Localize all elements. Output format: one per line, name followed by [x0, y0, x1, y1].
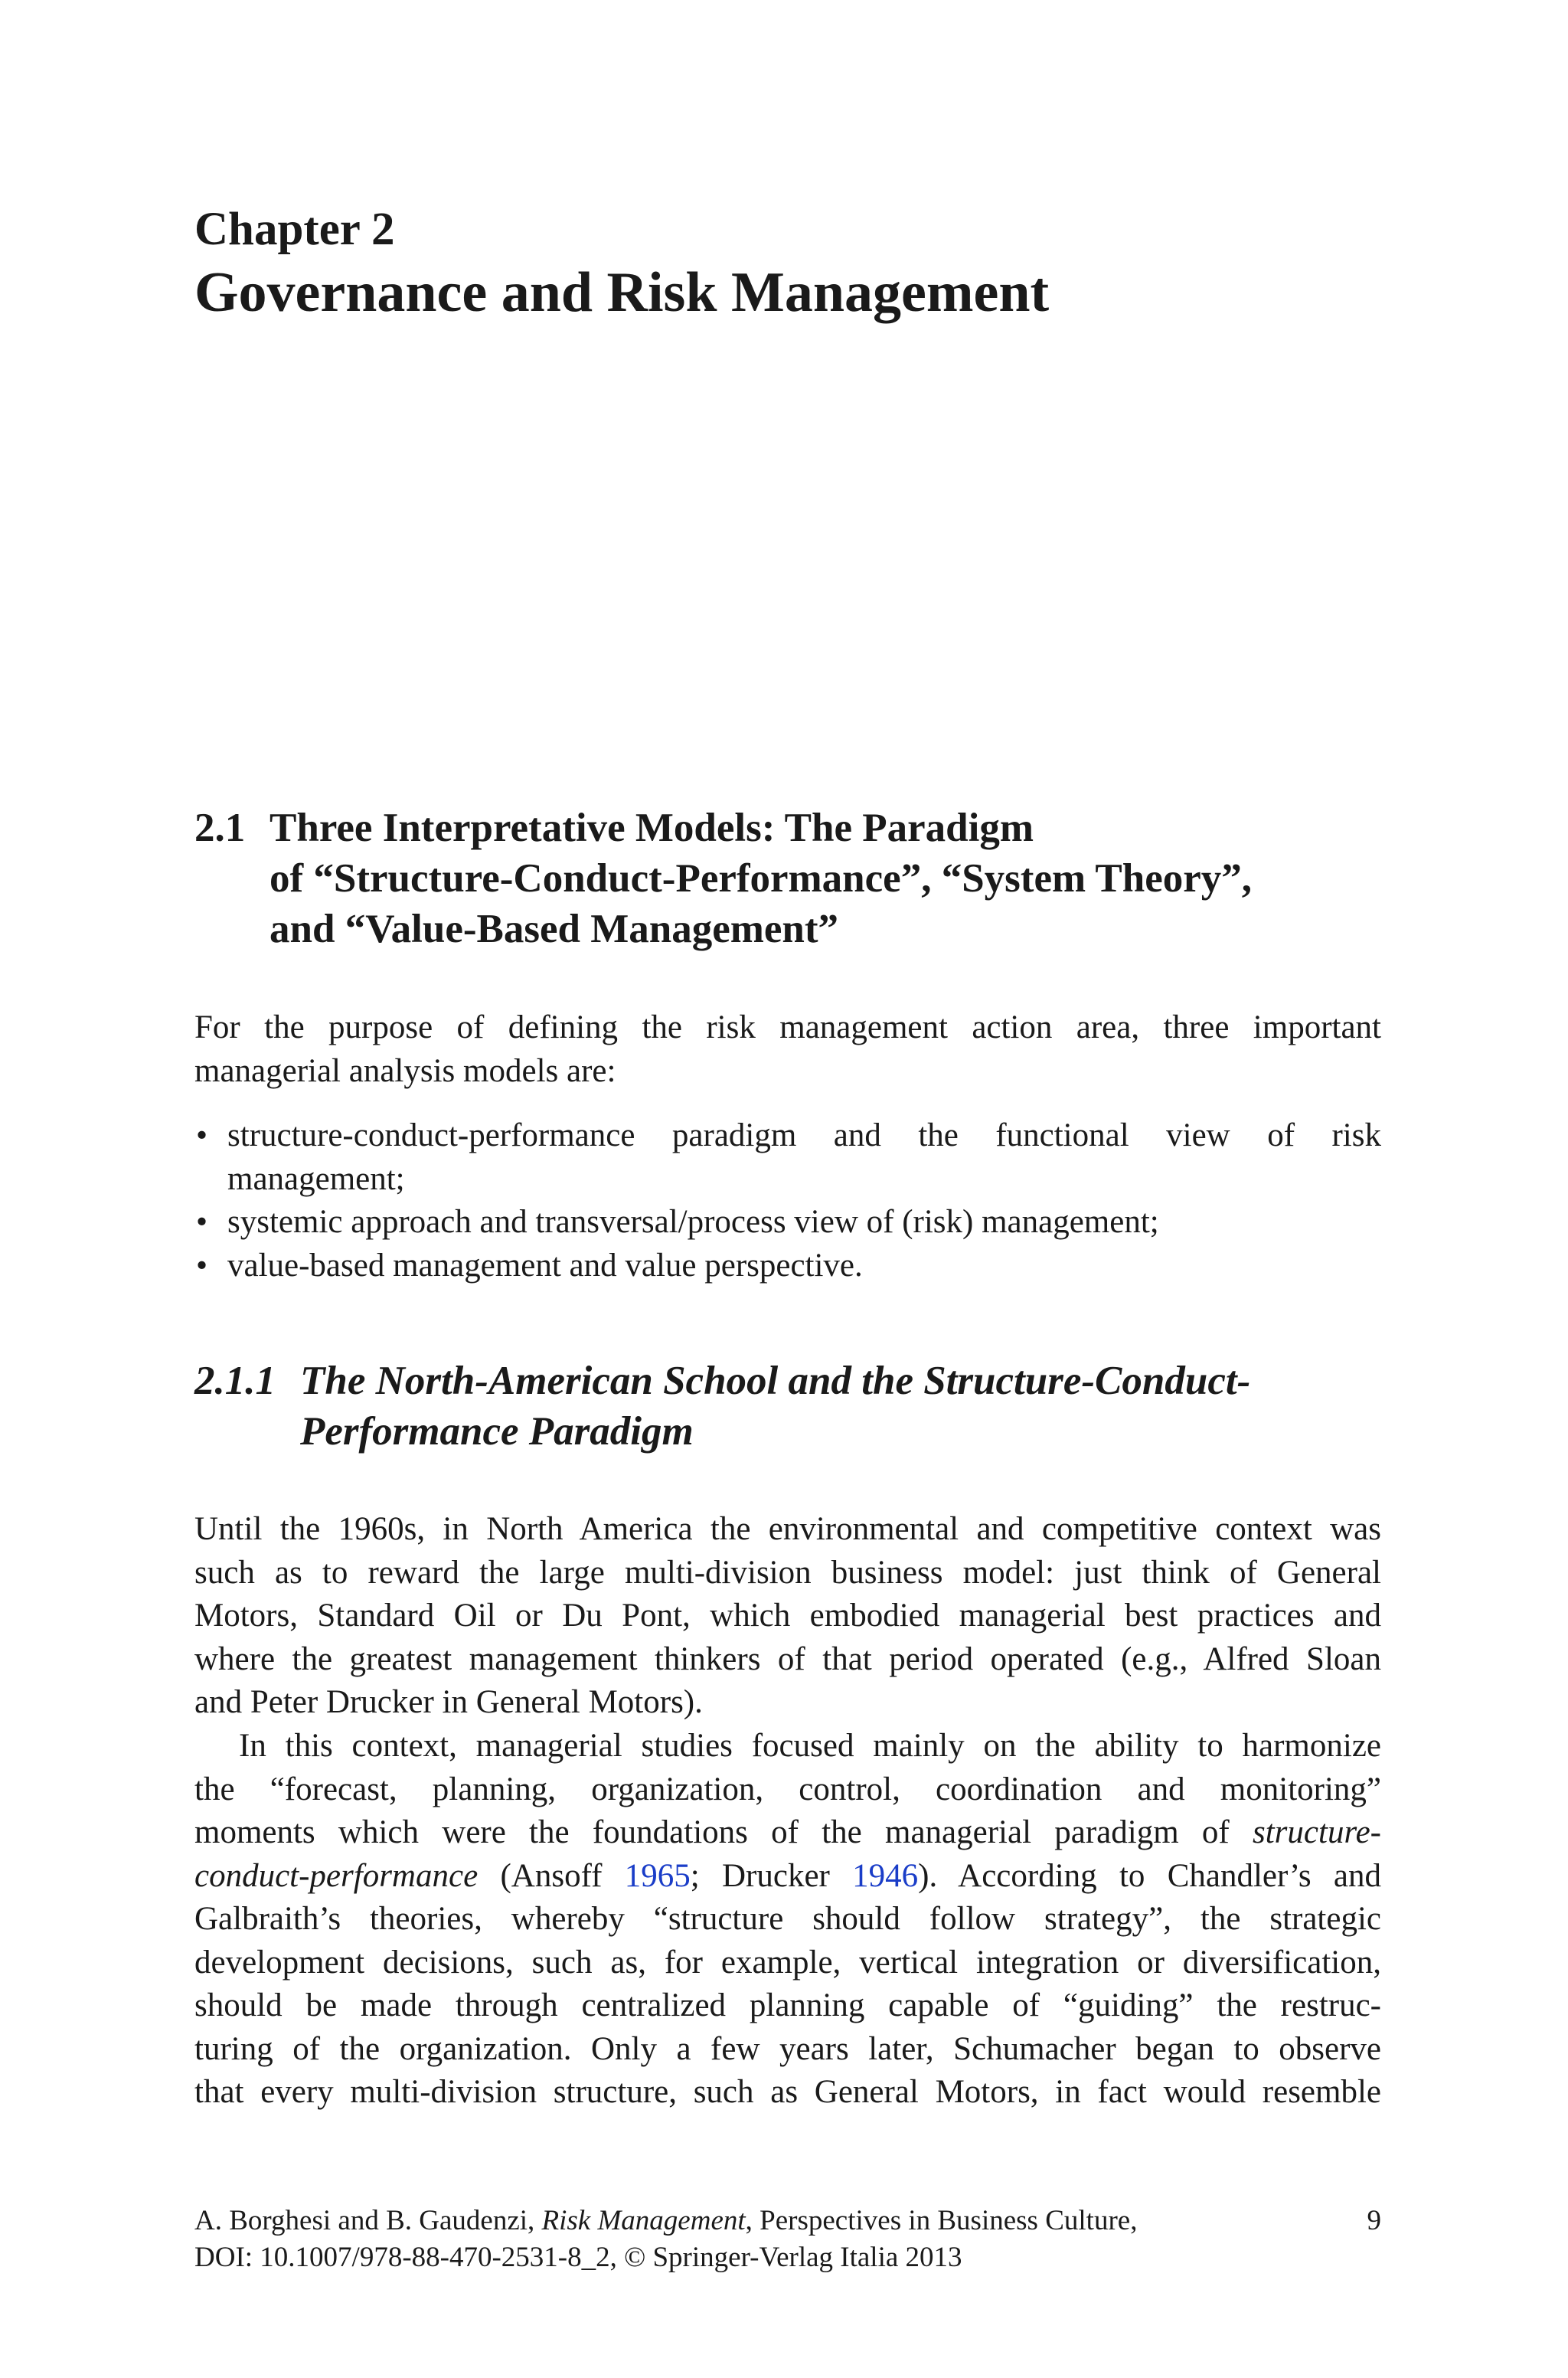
- bullet-marker: •: [196, 1204, 208, 1240]
- text-line: management;: [227, 1160, 405, 1197]
- text-line: [194, 1855, 1381, 1899]
- citation-link-ansoff-1965[interactable]: 1965: [624, 1857, 691, 1894]
- subsection-title-line: Performance Paradigm: [300, 1409, 694, 1454]
- subsection-number: 2.1.1: [194, 1359, 276, 1403]
- section-title-line: and “Value-Based Management”: [270, 907, 839, 951]
- page-footer: [194, 2203, 1381, 2276]
- citation-link-drucker-1946[interactable]: 1946: [852, 1857, 919, 1894]
- text-line: should be made through centralized planning capable of “guiding” the restruc-: [194, 1987, 1381, 2023]
- section-title-line: of “Structure-Conduct-Performance”, “System Theory”,: [270, 856, 1253, 901]
- text-line: the “forecast, planning, organization, control, coordination and monitoring”: [194, 1771, 1381, 1807]
- italic-term: conduct-performance: [194, 1857, 479, 1894]
- text-line: turing of the organization. Only a few years later, Schumacher began to observe: [194, 2030, 1381, 2067]
- page-number: 9: [1367, 2205, 1381, 2236]
- list-item: [194, 1245, 1381, 1288]
- footer-line: [194, 2203, 1381, 2239]
- chapter-label: Chapter 2: [194, 204, 395, 255]
- text-span: (Ansoff: [478, 1857, 625, 1894]
- italic-term: structure-: [1253, 1814, 1381, 1850]
- text-line: Until the 1960s, in North America the environmental and competitive context was: [194, 1511, 1381, 1547]
- text-line: development decisions, such as, for example, vertical integration or diversification,: [194, 1944, 1381, 1981]
- text-line: such as to reward the large multi-division business model: just think of General: [194, 1554, 1381, 1591]
- text-line: and Peter Drucker in General Motors).: [194, 1684, 703, 1720]
- text-line: systemic approach and transversal/process view of (risk) management;: [227, 1204, 1159, 1240]
- subsection-title: [300, 1356, 1410, 1457]
- text-line: value-based management and value perspective.: [227, 1247, 863, 1284]
- footer-doi-line: DOI: 10.1007/978-88-470-2531-8_2, © Springer-Verlag Italia 2013: [194, 2242, 962, 2273]
- list-item: [194, 1114, 1381, 1201]
- text-line: structure-conduct-performance paradigm and the functional view of risk: [227, 1117, 1381, 1153]
- text-span: ). According to Chandler’s and: [918, 1857, 1381, 1894]
- footer-series: , Perspectives in Business Culture,: [745, 2205, 1138, 2236]
- text-line: In this context, managerial studies focused mainly on the ability to harmonize: [239, 1728, 1381, 1764]
- text-line: [194, 1811, 1381, 1855]
- footer-authors: A. Borghesi and B. Gaudenzi,: [194, 2205, 542, 2236]
- chapter-title: Governance and Risk Management: [194, 261, 1050, 324]
- body-paragraph-2: [194, 1725, 1381, 2115]
- footer-book-title: Risk Management: [541, 2205, 746, 2236]
- bullet-marker: •: [196, 1247, 208, 1284]
- text-span: moments which were the foundations of the managerial paradigm of: [194, 1814, 1253, 1850]
- text-line: Galbraith’s theories, whereby “structure should follow strategy”, the strategic: [194, 1901, 1381, 1937]
- text-line: that every multi-division structure, such as General Motors, in fact would resemble: [194, 2074, 1381, 2110]
- body-paragraph-1: [194, 1508, 1381, 1725]
- model-bullet-list: [194, 1114, 1381, 1287]
- bullet-marker: •: [196, 1117, 208, 1153]
- text-line: For the purpose of defining the risk management action area, three important: [194, 1009, 1381, 1045]
- subsection-title-line: The North-American School and the Structure-Conduct-: [300, 1359, 1251, 1403]
- text-line: Motors, Standard Oil or Du Pont, which embodied managerial best practices and: [194, 1598, 1381, 1634]
- section-title-line: Three Interpretative Models: The Paradigm: [270, 806, 1034, 850]
- text-span: ; Drucker: [690, 1857, 853, 1894]
- list-item: [194, 1201, 1381, 1245]
- section-number: 2.1: [194, 806, 246, 850]
- text-line: where the greatest management thinkers of that period operated (e.g., Alfred Sloan: [194, 1640, 1381, 1677]
- text-line: managerial analysis models are:: [194, 1052, 616, 1089]
- intro-paragraph: [194, 1006, 1381, 1093]
- section-title: [270, 803, 1418, 954]
